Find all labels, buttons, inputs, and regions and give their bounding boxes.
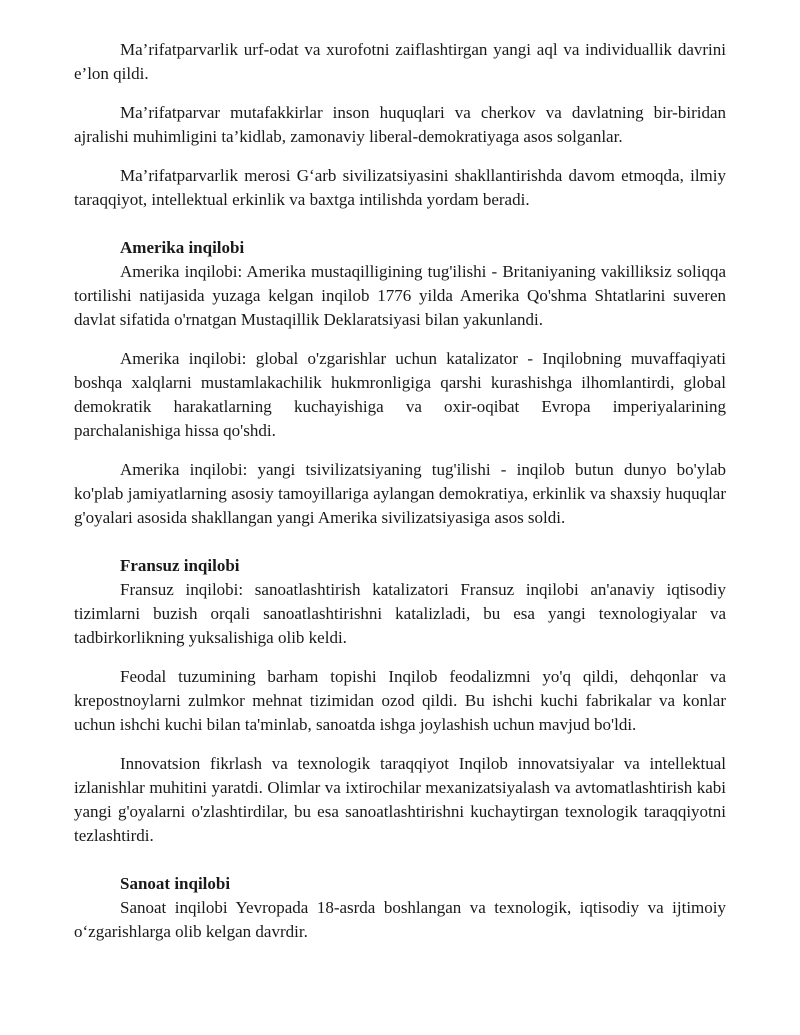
- paragraph: Ma’rifatparvar mutafakkirlar inson huquqlari va cherkov va davlatning bir-biridan ajralishi muhimligini ta’kidlab, zamonaviy liberal-demokratiyaga asos solganlar.: [74, 103, 726, 146]
- paragraph: Ma’rifatparvarlik urf-odat va xurofotni zaiflashtirgan yangi aql va individuallik davrini e’lon qildi.: [74, 40, 726, 83]
- paragraph: Sanoat inqilobi Yevropada 18-asrda boshlangan va texnologik, iqtisodiy va ijtimoiy o‘zgarishlarga olib kelgan davrdir.: [74, 898, 726, 941]
- paragraph: Feodal tuzumining barham topishi Inqilob feodalizmni yo'q qildi, dehqonlar va krepostnoylarni zulmkor mehnat tizimidan ozod qildi. Bu ishchi kuchi fabrikalar va konlar uchun ishchi kuchi bilan ta'minlab, sanoatda ishga joylashish uchun mavjud bo'ldi.: [74, 667, 726, 734]
- paragraph: Amerika inqilobi: global o'zgarishlar uchun katalizator - Inqilobning muvaffaqiyati boshqa xalqlarni mustamlakachilik hukmronligiga qarshi kurashishga ilhomlantirdi, global demokratik harakatlarning kuchayishiga va oxir-oqibat Evropa imperiyalarining parchalanishiga hissa qo'shdi.: [74, 349, 726, 440]
- paragraph: Ma’rifatparvarlik merosi G‘arb sivilizatsiyasini shakllantirishda davom etmoqda, ilmiy taraqqiyot, intellektual erkinlik va baxtga intilishda yordam beradi.: [74, 166, 726, 209]
- paragraph: Amerika inqilobi: Amerika mustaqilligining tug'ilishi - Britaniyaning vakilliksiz soliqqa tortilishi natijasida yuzaga kelgan inqilob 1776 yilda Amerika Qo'shma Shtatlarini suveren davlat sifatida o'rnatgan Mustaqillik Deklaratsiyasi bilan yakunlandi.: [74, 262, 726, 329]
- paragraph: Amerika inqilobi: yangi tsivilizatsiyaning tug'ilishi - inqilob butun dunyo bo'ylab ko'plab jamiyatlarning asosiy tamoyillariga aylangan demokratiya, erkinlik va shaxsiy huquqlar g'oyalari asosida shakllangan yangi Amerika sivilizatsiyasiga asos soldi.: [74, 460, 726, 527]
- document-page: [74, 38, 726, 944]
- paragraph: Innovatsion fikrlash va texnologik taraqqiyot Inqilob innovatsiyalar va intellektual izlanishlar muhitini yaratdi. Olimlar va ixtirochilar mexanizatsiyalash va avtomatlashtirish kabi yangi g'oyalarni o'zlashtirdilar, bu esa sanoatlashtirishni kuchaytirgan texnologik taraqqiyotni tezlashtirdi.: [74, 754, 726, 845]
- section-heading-american: Amerika inqilobi: [120, 238, 245, 257]
- section-heading-industrial: Sanoat inqilobi: [120, 874, 231, 893]
- section-heading-french: Fransuz inqilobi: [120, 556, 240, 575]
- paragraph: Fransuz inqilobi: sanoatlashtirish katalizatori Fransuz inqilobi an'anaviy iqtisodiy tizimlarni buzish orqali sanoatlashtirishni katalizladi, bu esa yangi texnologiyalar va tadbirkorlikning yuksalishiga olib keldi.: [74, 580, 726, 647]
